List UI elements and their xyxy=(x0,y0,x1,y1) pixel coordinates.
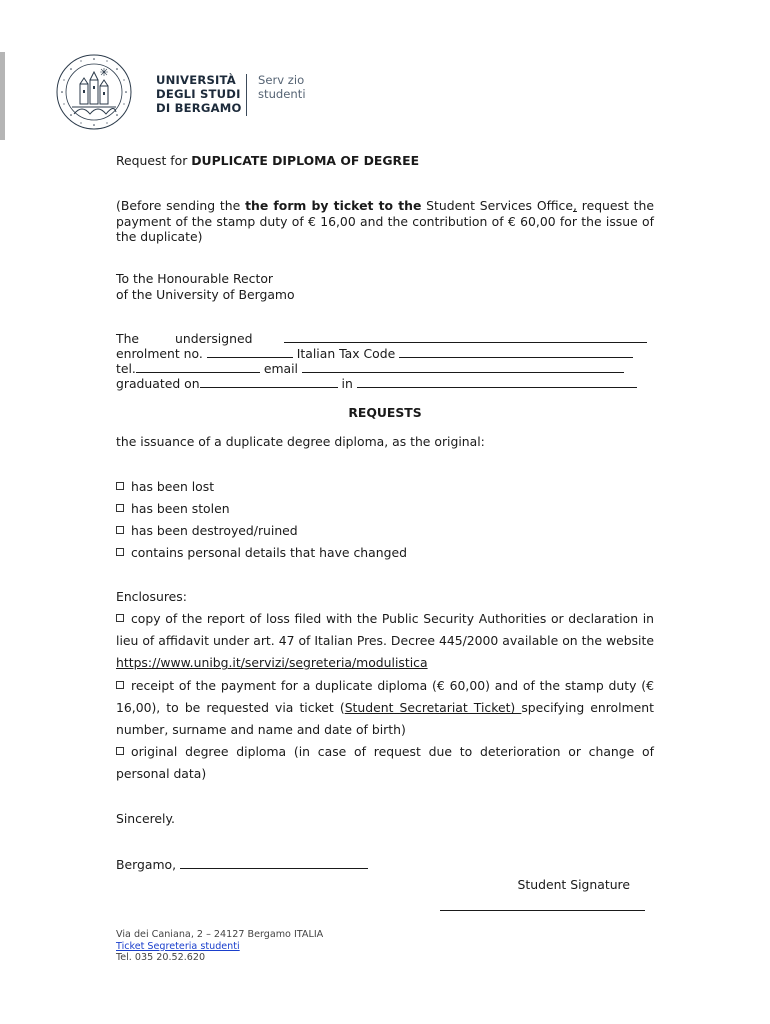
option-label: has been destroyed/ruined xyxy=(131,523,298,538)
enrolment-label: enrolment no. xyxy=(116,346,203,361)
checkbox-icon[interactable] xyxy=(116,614,124,622)
logo-divider xyxy=(246,74,247,116)
footer-address: Via dei Caniana, 2 – 24127 Bergamo ITALIA xyxy=(116,929,324,940)
addressee-line: To the Honourable Rector xyxy=(116,271,274,286)
signature-label: Student Signature xyxy=(517,877,630,892)
graduation-place-field[interactable] xyxy=(357,376,637,388)
option-label: has been lost xyxy=(131,479,215,494)
university-name-line: DI BERGAMO xyxy=(156,101,242,116)
date-field[interactable] xyxy=(180,857,368,869)
tax-code-field[interactable] xyxy=(399,346,633,358)
note-text: Student Services Office xyxy=(421,198,573,213)
graduation-date-field[interactable] xyxy=(200,376,338,388)
undersigned-label-the: The xyxy=(116,331,140,346)
undersigned-label: undersigned xyxy=(175,331,253,346)
enclosure-item-1 xyxy=(116,608,654,675)
email-label: email xyxy=(263,361,298,376)
modulistica-link[interactable]: https://www.unibg.it/servizi/segreteria/modulistica xyxy=(116,655,428,671)
page-edge-bar xyxy=(0,52,5,140)
checkbox-icon[interactable] xyxy=(116,548,124,556)
graduation-row xyxy=(116,376,654,392)
contact-row xyxy=(116,361,654,377)
service-name xyxy=(258,73,306,101)
note-text: request the payment of the stamp duty of € 16,00 and the contribution of € 60,00 for the issue of the duplicate) xyxy=(116,198,654,244)
tel-label: tel. xyxy=(116,361,136,376)
enclosure-item-3 xyxy=(116,741,654,785)
option-label: contains personal details that have changed xyxy=(131,545,407,560)
enclosures-heading: Enclosures: xyxy=(116,589,187,604)
requests-heading: REQUESTS xyxy=(348,405,422,420)
university-name xyxy=(156,73,242,116)
place-label: Bergamo, xyxy=(116,857,177,872)
service-name-line: Serv zio xyxy=(258,73,305,87)
footer xyxy=(116,929,323,964)
option-destroyed[interactable] xyxy=(116,523,654,539)
university-name-line: UNIVERSITÀ xyxy=(156,73,236,87)
undersigned-row xyxy=(116,331,654,347)
closing-text: Sincerely. xyxy=(116,811,175,826)
title-prefix: Request for xyxy=(116,153,192,168)
graduated-label: graduated on xyxy=(116,376,200,391)
enclosure-text: copy of the report of loss filed with the Public Security Authorities or declaration in lieu of affidavit under art. 47 of Italian Pres. Decree 445/2000 available on the website xyxy=(116,611,654,649)
document-title xyxy=(116,153,654,169)
option-details-changed[interactable] xyxy=(116,545,654,561)
checkbox-icon[interactable] xyxy=(116,681,124,689)
graduated-in-label: in xyxy=(341,376,353,391)
email-field[interactable] xyxy=(302,361,624,373)
ticket-segreteria-link[interactable]: Ticket Segreteria studenti xyxy=(116,940,240,952)
issuance-text: the issuance of a duplicate degree diploma, as the original: xyxy=(116,434,485,449)
note-bold-text: the form by ticket to the xyxy=(245,198,422,213)
payment-note xyxy=(116,198,654,245)
letterhead xyxy=(52,52,372,132)
enclosure-text: original degree diploma (in case of request due to deterioration or change of personal data) xyxy=(116,744,654,782)
option-stolen[interactable] xyxy=(116,501,654,517)
signature-label-row xyxy=(116,877,630,893)
university-seal-logo xyxy=(52,52,136,132)
enrolment-row xyxy=(116,346,654,362)
enclosure-item-2 xyxy=(116,675,654,742)
enrolment-field[interactable] xyxy=(207,346,293,358)
option-label: has been stolen xyxy=(131,501,230,516)
tel-field[interactable] xyxy=(136,361,260,373)
addressee xyxy=(116,271,654,302)
note-text: (Before sending the xyxy=(116,198,246,213)
place-date-row xyxy=(116,857,654,873)
option-lost[interactable] xyxy=(116,479,654,495)
checkbox-icon[interactable] xyxy=(116,504,124,512)
undersigned-field[interactable] xyxy=(284,331,647,343)
university-name-line: DEGLI STUDI xyxy=(156,87,241,102)
tax-code-label: Italian Tax Code xyxy=(296,346,396,361)
signature-row xyxy=(116,899,654,915)
student-secretariat-ticket-link[interactable]: Student Secretariat Ticket) xyxy=(344,700,522,716)
title-emphasis: DUPLICATE DIPLOMA OF DEGREE xyxy=(191,153,420,168)
note-comma: , xyxy=(572,198,577,213)
addressee-line: of the University of Bergamo xyxy=(116,286,295,302)
service-name-line: studenti xyxy=(258,87,306,102)
checkbox-icon[interactable] xyxy=(116,482,124,490)
enclosure-text: receipt of the payment for a duplicate diploma (€ 60,00) and of the stamp duty (€ 16,00), to be requested via ticket ( xyxy=(116,678,654,716)
signature-field[interactable] xyxy=(440,899,645,911)
footer-phone: Tel. 035 20.52.620 xyxy=(116,952,206,964)
checkbox-icon[interactable] xyxy=(116,526,124,534)
checkbox-icon[interactable] xyxy=(116,747,124,755)
enclosure-text: specifying enrolment number, surname and name and date of birth) xyxy=(116,700,654,738)
